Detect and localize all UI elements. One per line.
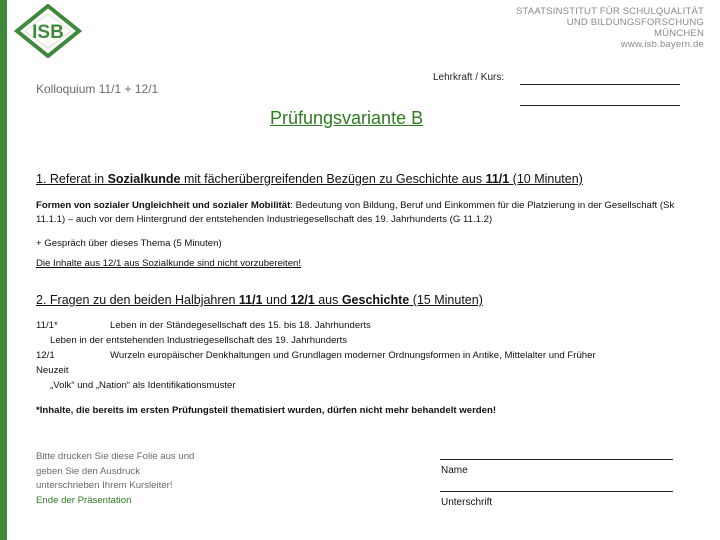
section1-note: Die Inhalte aus 12/1 aus Sozialkunde sind nicht vorzubereiten! (36, 258, 302, 269)
svg-text:ISB: ISB (32, 22, 64, 43)
institute-header (516, 6, 704, 50)
section1-body: Formen von sozialer Ungleichheit und sozialer Mobilität: Bedeutung von Bildung, Beruf und Einkommen für die Platzierung in der Gesellschaft (Sk 11.1.1) – auch vor dem Hintergrund der entstehenden Industriegesellschaft des 19. Jahrhunderts (G 11.1.2) (36, 200, 675, 225)
list-item: 11/1* Leben in der Ständegesellschaft des 15. bis 18. Jahrhunderts (36, 320, 371, 331)
list-item: 12/1 Wurzeln europäischer Denkhaltungen und Grundlagen moderner Ordnungsformen in Antike, Mittelalter und Früher (36, 350, 596, 361)
name-label: Name (441, 465, 468, 476)
print-instructions: Bitte drucken Sie diese Folie aus und geben Sie den Ausdruck unterschrieben Ihrem Kursleiter! Ende der Präsentation (36, 450, 194, 508)
kolloquium-label: Kolloquium 11/1 + 12/1 (36, 82, 159, 96)
institute-line-1: STAATSINSTITUT FÜR SCHULQUALITÄT (516, 6, 704, 17)
footnote: *Inhalte, die bereits im ersten Prüfungsteil thematisiert wurden, dürfen nicht mehr behandelt werden! (36, 405, 497, 416)
section1-extra: + Gespräch über dieses Thema (5 Minuten) (36, 238, 222, 249)
institute-website: www.isb.bayern.de (620, 39, 704, 50)
lehrkraft-line-2 (520, 105, 680, 106)
name-line (440, 459, 673, 460)
section1-heading: 1. Referat in Sozialkunde mit fächerübergreifenden Bezügen zu Geschichte aus 11/1 (10 Minuten) (36, 172, 583, 186)
section2-heading: 2. Fragen zu den beiden Halbjahren 11/1 und 12/1 aus Geschichte (15 Minuten) (36, 293, 483, 307)
end-of-presentation-link[interactable]: Ende der Präsentation (36, 494, 132, 506)
list-item: Leben in der entstehenden Industriegesellschaft des 19. Jahrhunderts (50, 335, 348, 346)
page-title: Prüfungsvariante B (270, 108, 424, 128)
signature-label: Unterschrift (441, 497, 493, 508)
left-accent-bar (0, 0, 7, 540)
list-item: „Volk“ und „Nation“ als Identifikationsmuster (50, 380, 236, 391)
isb-logo (13, 4, 83, 58)
signature-line (440, 491, 673, 492)
institute-line-2: UND BILDUNGSFORSCHUNG (566, 17, 704, 28)
list-item: Neuzeit (36, 365, 69, 376)
lehrkraft-label: Lehrkraft / Kurs: (433, 72, 505, 83)
section2-body (36, 318, 696, 393)
institute-line-3: MÜNCHEN (654, 28, 704, 39)
lehrkraft-line-1 (520, 84, 680, 85)
